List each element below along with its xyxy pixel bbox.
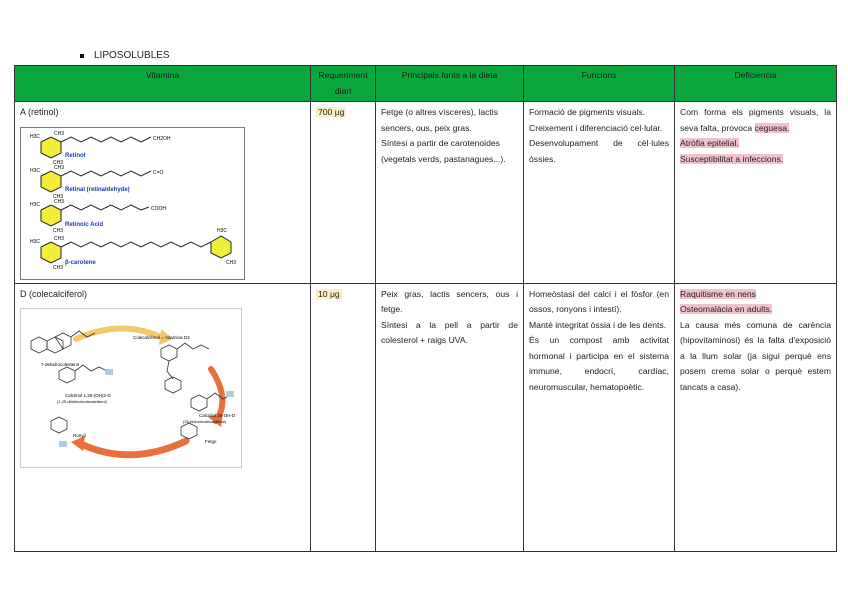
svg-text:CH2OH: CH2OH [153, 135, 171, 142]
vitamin-a-deficiency-intro: Com forma els pigments visuals, la seva falta, provoca ceguesa. [680, 107, 831, 133]
header-requirement-line2: diari [334, 85, 352, 96]
table-header-row [15, 66, 837, 102]
svg-text:CH3: CH3 [54, 130, 65, 137]
header-deficiency: Deficiència [675, 66, 837, 102]
label-calcitriol: Calcitriol 1,25-(OH)2-D [65, 393, 111, 398]
deficiency-highlight: Osteomalàcia en adults. [680, 304, 773, 314]
svg-text:CH3: CH3 [226, 259, 237, 266]
vitamin-d-sources-cell [376, 283, 524, 551]
section-title: LIPOSOLUBLES [94, 50, 170, 61]
svg-text:H3C: H3C [30, 167, 41, 174]
retinoid-structures-diagram [21, 128, 244, 279]
vitamin-a-sources-cell [376, 102, 524, 284]
svg-text:H3C: H3C [30, 201, 41, 208]
vitamin-d-function: Manté integritat òssia i de les dents. [529, 319, 667, 330]
vitamin-a-cell [15, 102, 311, 284]
label-kidney: Ronyó [73, 433, 87, 438]
deficiency-highlight: ceguesa. [754, 122, 790, 133]
vitamin-a-source: Fetge (o altres vísceres), lactis sencers, ous, peix gras. [381, 107, 499, 133]
arrow-kidney [81, 441, 186, 455]
vitamin-d-source: Peix gras, lactis sencers, ous i fetge. [381, 288, 518, 314]
svg-text:CH3: CH3 [54, 235, 65, 242]
svg-text:COOH: COOH [151, 205, 166, 212]
vitamin-d-name: D (colecalciferol) [20, 288, 88, 299]
svg-text:H3C: H3C [217, 227, 228, 234]
retinal-structure [30, 165, 164, 200]
vitamin-d-function: Homeòstasi del calci i el fòsfor (en ossos, ronyons i intestí). [529, 288, 669, 314]
vitamin-a-source: Síntesi a partir de carotenoides (vegetals verds, pastanagues...). [381, 138, 506, 164]
vitamin-a-requirement: 700 μg [318, 107, 345, 117]
header-vitamin: Vitamina [15, 66, 311, 102]
vitamins-table [14, 65, 837, 552]
svg-text:CH3: CH3 [54, 198, 65, 205]
vitamin-d-cell [15, 283, 311, 551]
vitamin-d-requirement: 10 μg [318, 288, 340, 299]
label-calcidiol: Calcidiol 25-OH-D [199, 413, 236, 418]
vitamin-a-function: Formació de pigments visuals. [529, 107, 646, 117]
svg-text:C=O: C=O [153, 169, 164, 176]
vitamin-d-function: És un compost amb activitat hormonal i participa en el sistema immune, endocrí, cardíac, neuromuscular, hematopoètic. [529, 335, 669, 392]
deficiency-highlight: Raquitisme en nens [680, 288, 756, 299]
deficiency-highlight: Susceptibilitat a infeccions. [680, 153, 784, 164]
header-requirement-line1: Requeriment [318, 70, 368, 80]
label-calcidiol-full: (25-hidroxicolecalciferol) [183, 419, 227, 424]
svg-text:CH3: CH3 [53, 264, 64, 271]
label-cholecalciferol: Colecalciferol = Vitamina D3 [133, 335, 190, 340]
section-heading [80, 50, 170, 61]
vitamin-d-source: Síntesi a la pell a partir de colesterol + raigs UVA. [381, 319, 518, 345]
table-row-vitamin-a [15, 102, 837, 284]
table-row-vitamin-d [15, 283, 837, 551]
vitamin-a-deficiency-cell [675, 102, 837, 284]
retinol-label: Retinol [65, 152, 86, 159]
beta-carotene-structure [30, 228, 236, 271]
vitamin-d-functions-cell [524, 283, 675, 551]
vitamin-a-functions-cell [524, 102, 675, 284]
label-calcitriol-full: (1,25-dihidroxicolecalciferol) [57, 399, 107, 404]
retinoic-acid-label: Retinoic Acid [65, 221, 104, 228]
vitamin-d-pathway-diagram [21, 309, 241, 467]
vitamin-d-deficiency-text: La causa més comuna de carència (hipovitaminosi) és la falta d'exposició a la llum solar (ja sigui perquè ens posem crema solar o perquè estem tancats a casa). [680, 319, 831, 392]
svg-text:CH3: CH3 [53, 159, 64, 166]
vitamin-a-function: Creixement i diferenciació cel·lular. [529, 122, 663, 133]
svg-text:CH3: CH3 [53, 193, 64, 200]
vitamin-d-pathway-figure [20, 308, 242, 468]
vitamin-a-function: Desenvolupament de cèl·lules òssies. [529, 138, 669, 164]
vitamin-d-requirement-cell [311, 283, 376, 551]
svg-text:CH3: CH3 [53, 227, 64, 234]
deficiency-highlight: Atròfia epitelial. [680, 138, 739, 148]
retinal-label: Retinal (retinaldehyde) [65, 186, 130, 193]
header-requirement [311, 66, 376, 102]
retinol-structure [30, 131, 171, 166]
svg-text:H3C: H3C [30, 238, 41, 245]
beta-carotene-label: β-carotene [65, 259, 96, 266]
vitamin-d-deficiency-cell [675, 283, 837, 551]
svg-text:CH3: CH3 [54, 164, 65, 171]
vitamin-a-structures-figure [20, 127, 245, 280]
header-functions: Funcions [524, 66, 675, 102]
header-sources: Principals fonts a la dieta [376, 66, 524, 102]
vitamin-a-requirement-cell [311, 102, 376, 284]
label-liver: Fetge [205, 439, 217, 444]
retinoic-acid-structure [30, 199, 166, 234]
label-7-dehydrocholesterol: 7-dehidrocolesterol [41, 362, 80, 367]
svg-text:H3C: H3C [30, 133, 41, 140]
vitamin-a-name: A (retinol) [20, 107, 59, 117]
bullet-icon [80, 54, 84, 58]
